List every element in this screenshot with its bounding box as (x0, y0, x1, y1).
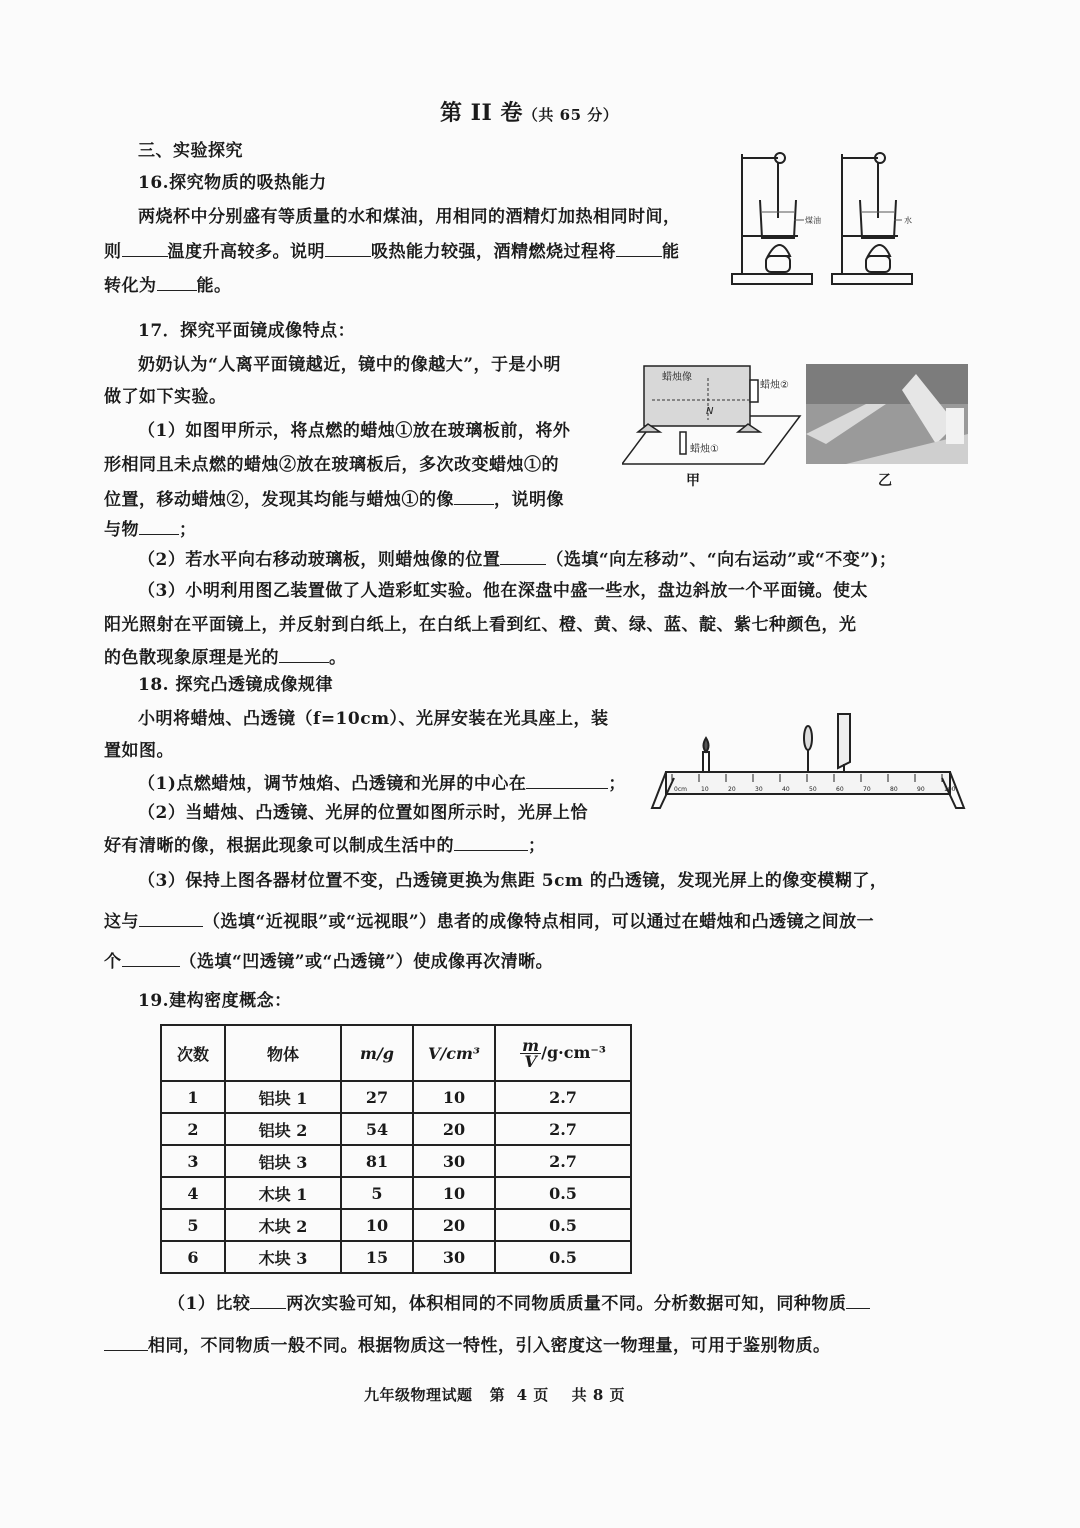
q18-p2c-text: ； (528, 836, 546, 856)
answer-blank[interactable] (325, 240, 371, 257)
answer-blank[interactable] (139, 518, 179, 535)
mass-value: 5 (341, 1177, 413, 1209)
q16-l2a: 则 (104, 242, 122, 262)
ratio-value: 0.5 (495, 1241, 631, 1273)
table-row (161, 1113, 631, 1145)
q19-p1c (104, 1334, 831, 1357)
q17-p3c-text: 的色散现象原理是光的 (104, 648, 279, 668)
mass-value: 81 (341, 1145, 413, 1177)
q16-l2c: 吸热能力较强，酒精燃烧过程将 (371, 242, 616, 262)
q17-p1a: （1）如图甲所示，将点燃的蜡烛①放在玻璃板前，将外 (138, 421, 571, 441)
object-name: 木块 2 (225, 1209, 341, 1241)
oil-label: 煤油 (805, 216, 821, 225)
candle1-label: 蜡烛① (690, 444, 719, 455)
q19-title: 19.建构密度概念： (138, 991, 292, 1011)
page-title (440, 102, 618, 126)
q18-p3b1-text: 这与 (104, 912, 139, 932)
trial-number: 1 (161, 1081, 225, 1113)
q18-intro1: 小明将蜡烛、凸透镜（f=10cm）、光屏安装在光具座上，装 (138, 709, 609, 729)
ratio-value: 0.5 (495, 1209, 631, 1241)
water-label: 水 (904, 216, 912, 225)
answer-blank[interactable] (616, 240, 662, 257)
ratio-value: 0.5 (495, 1177, 631, 1209)
object-name: 铝块 1 (225, 1081, 341, 1113)
answer-blank[interactable] (846, 1292, 870, 1309)
q17-p1d (104, 518, 197, 541)
q18-intro2: 置如图。 (104, 741, 174, 761)
q17-p2 (138, 548, 897, 571)
answer-blank[interactable] (526, 772, 608, 789)
frac-denominator: V (524, 1051, 537, 1071)
ruler-tick-label: 30 (755, 786, 763, 793)
page-footer: 九年级物理试题 第 4 页 共 8 页 (364, 1386, 626, 1404)
title-text: 第 II 卷 (440, 100, 523, 126)
volume-value: 30 (413, 1241, 495, 1273)
q17-p2a-text: （2）若水平向右移动玻璃板，则蜡烛像的位置 (138, 550, 501, 570)
mass-value: 54 (341, 1113, 413, 1145)
q17-p2b-text: （选填“向左移动”、“向右运动”或“不变”)； (546, 550, 897, 570)
ruler-tick-label: 10 (701, 786, 709, 793)
header-count: 次数 (161, 1025, 225, 1081)
trial-number: 3 (161, 1145, 225, 1177)
q17-title: 17．探究平面镜成像特点： (138, 321, 356, 341)
trial-number: 5 (161, 1209, 225, 1241)
q18-p3c1-text: 个 (104, 952, 122, 972)
volume-value: 30 (413, 1145, 495, 1177)
answer-blank[interactable] (139, 910, 203, 927)
ratio-value: 2.7 (495, 1081, 631, 1113)
section-heading: 三、实验探究 (138, 141, 243, 161)
rainbow-photo-figure-b (806, 364, 968, 464)
q17-p1b: 形相同且未点燃的蜡烛②放在玻璃板后，多次改变蜡烛①的 (104, 455, 559, 475)
q18-p1b-text: ； (608, 774, 626, 794)
q16-line2 (104, 240, 680, 263)
q18-p2b-text: 好有清晰的像，根据此现象可以制成生活中的 (104, 836, 454, 856)
answer-blank[interactable] (500, 548, 546, 565)
q19-p1a-text: （1）比较 (168, 1294, 251, 1314)
object-name: 木块 3 (225, 1241, 341, 1273)
answer-blank[interactable] (122, 240, 168, 257)
ruler-tick-label: 80 (890, 786, 898, 793)
frac-numerator: m (522, 1035, 540, 1055)
q17-p1d-text: 与物 (104, 520, 139, 540)
answer-blank[interactable] (454, 488, 494, 505)
trial-number: 4 (161, 1177, 225, 1209)
figure-a-label: 甲 (686, 473, 700, 489)
q18-p1 (138, 772, 626, 795)
q19-p1c-text: 相同，不同物质一般不同。根据物质这一特性，引入密度这一物理量，可用于鉴别物质。 (148, 1336, 831, 1356)
heating-apparatus-figure (728, 148, 918, 288)
q16-l2b: 温度升高较多。说明 (167, 242, 325, 262)
ruler-tick-label: 60 (836, 786, 844, 793)
mass-value: 27 (341, 1081, 413, 1113)
q17-p3c2-text: 。 (329, 648, 347, 668)
table-body (161, 1081, 631, 1273)
q16-l2d: 能 (662, 242, 680, 262)
volume-value: 10 (413, 1177, 495, 1209)
score-text: （共 65 分） (522, 106, 619, 124)
q18-title: 18. 探究凸透镜成像规律 (138, 675, 333, 695)
q18-p1a-text: （1)点燃蜡烛，调节烛焰、凸透镜和光屏的中心在 (138, 774, 527, 794)
answer-blank[interactable] (104, 1334, 148, 1351)
table-row (161, 1081, 631, 1113)
q16-l3b: 能。 (196, 276, 232, 296)
answer-blank[interactable] (250, 1292, 286, 1309)
header-mass: m/g (341, 1025, 413, 1081)
q18-p3c2-text: （选填“凹透镜”或“凸透镜”）使成像再次清晰。 (179, 952, 554, 972)
ratio-fraction (520, 1035, 541, 1071)
q18-p2a: （2）当蜡烛、凸透镜、光屏的位置如图所示时，光屏上恰 (138, 803, 588, 823)
q19-p1 (168, 1292, 870, 1315)
normal-label: N (706, 406, 714, 417)
q17-p1c-text: 位置，移动蜡烛②，发现其均能与蜡烛①的像 (104, 490, 454, 510)
ratio-unit: /g·cm⁻³ (541, 1042, 606, 1062)
header-object: 物体 (225, 1025, 341, 1081)
answer-blank[interactable] (122, 950, 180, 967)
q17-p1d2-text: ； (179, 520, 197, 540)
q16-l3a: 转化为 (104, 276, 157, 296)
object-name: 铝块 2 (225, 1113, 341, 1145)
q18-p3b (104, 910, 874, 933)
ruler-tick-label: 40 (782, 786, 790, 793)
q16-title: 16.探究物质的吸热能力 (138, 173, 327, 193)
q18-p2b (104, 834, 546, 857)
answer-blank[interactable] (454, 834, 528, 851)
volume-value: 20 (413, 1209, 495, 1241)
mass-value: 10 (341, 1209, 413, 1241)
q17-p1c (104, 488, 564, 511)
ruler-tick-label: 70 (863, 786, 871, 793)
header-ratio (495, 1025, 631, 1081)
q16-line1: 两烧杯中分别盛有等质量的水和煤油，用相同的酒精灯加热相同时间， (138, 207, 681, 227)
object-name: 铝块 3 (225, 1145, 341, 1177)
ruler-tick-label: 100 (944, 786, 956, 793)
q16-line3 (104, 274, 232, 297)
ruler-tick-label: 90 (917, 786, 925, 793)
mass-value: 15 (341, 1241, 413, 1273)
volume-value: 20 (413, 1113, 495, 1145)
trial-number: 2 (161, 1113, 225, 1145)
q17-p3c (104, 646, 347, 669)
ratio-value: 2.7 (495, 1113, 631, 1145)
ruler-tick-label: 50 (809, 786, 817, 793)
ruler-tick-label: 20 (728, 786, 736, 793)
candle2-label: 蜡烛② (760, 380, 789, 391)
header-volume: V/cm³ (413, 1025, 495, 1081)
q17-intro2: 做了如下实验。 (104, 387, 227, 407)
ruler-tick-label: 0cm (674, 786, 687, 793)
answer-blank[interactable] (279, 646, 329, 663)
q17-p3b: 阳光照射在平面镜上，并反射到白纸上，在白纸上看到红、橙、黄、绿、蓝、靛、紫七种颜色，光 (104, 615, 857, 635)
ratio-value: 2.7 (495, 1145, 631, 1177)
q17-intro1: 奶奶认为“人离平面镜越近，镜中的像越大”，于是小明 (138, 355, 562, 375)
table-header-row (161, 1025, 631, 1081)
q18-p3a: （3）保持上图各器材位置不变，凸透镜更换为焦距 5cm 的凸透镜，发现光屏上的像变模糊了， (138, 871, 888, 891)
q17-p1c2-text: ，说明像 (494, 490, 564, 510)
table-row (161, 1145, 631, 1177)
density-table (160, 1024, 632, 1274)
candle-image-label: 蜡烛像 (662, 372, 692, 383)
table-row (161, 1209, 631, 1241)
trial-number: 6 (161, 1241, 225, 1273)
q18-p3b2-text: （选填“近视眼”或“远视眼”）患者的成像特点相同，可以通过在蜡烛和凸透镜之间放一 (203, 912, 875, 932)
table-row (161, 1177, 631, 1209)
table-row (161, 1241, 631, 1273)
volume-value: 10 (413, 1081, 495, 1113)
q18-p3c (104, 950, 553, 973)
object-name: 木块 1 (225, 1177, 341, 1209)
plane-mirror-figure-a (622, 360, 802, 470)
q17-p3a: （3）小明利用图乙装置做了人造彩虹实验。他在深盘中盛一些水，盘边斜放一个平面镜。使太 (138, 581, 868, 601)
answer-blank[interactable] (157, 274, 197, 291)
figure-b-label: 乙 (878, 473, 892, 489)
optical-bench-figure (648, 712, 974, 812)
q19-p1b-text: 两次实验可知，体积相同的不同物质质量不同。分析数据可知，同种物质 (286, 1294, 847, 1314)
